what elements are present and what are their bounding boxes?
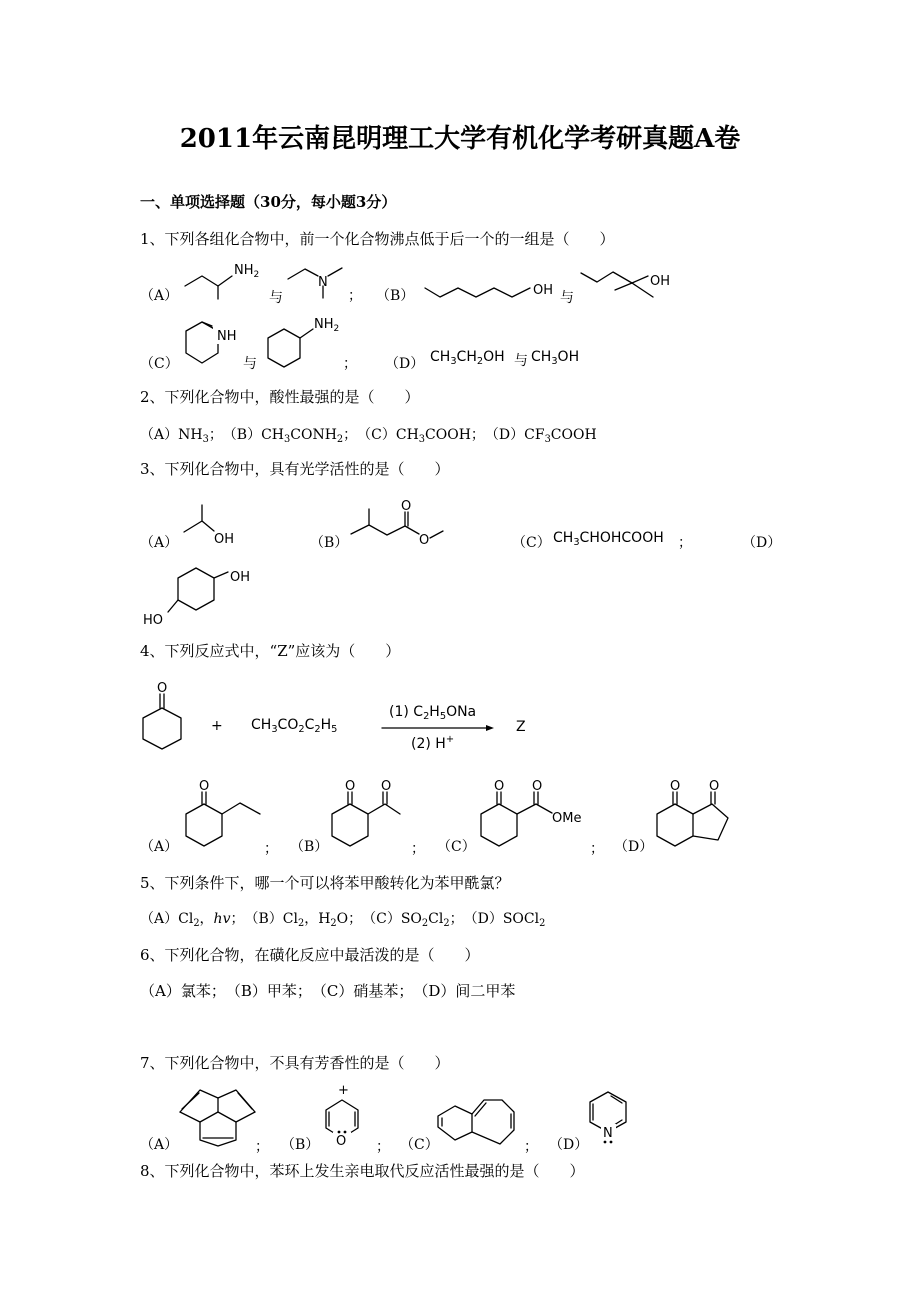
q1-a-separator: ； [348,288,362,304]
q7-d-n-label: N [603,1126,613,1141]
q4-option-a-label: （A） [140,839,179,855]
question-5-stem: 5、下列条件下，哪一个可以将苯甲酸转化为苯甲酰氯？ [140,874,510,892]
q1-d-connector: 与 [514,353,528,369]
q1-c-connector: 与 [243,356,257,372]
q2-options: $(A)NH_3$； $(B)CH_3CONH_2$； $(C)CH_3COOH$； $(D)CF_3COOH$ [140,427,597,445]
q7-b-structure [326,1083,358,1149]
q1-option-c-label: （C） [140,356,179,372]
q3-option-d-label: （D） [742,535,782,551]
q4-a-separator: ； [264,841,278,857]
question-8-stem: 8、下列化合物中，苯环上发生亲电取代反应活性最强的是（ ） [140,1162,585,1180]
q4-c-o-label: O [494,779,505,794]
q3-d-ho-label: HO [143,613,164,628]
q1-b-oh2-label: OH [650,274,671,289]
q1-a-sec-butylamine [185,263,259,299]
question-6-stem: 6、下列化合物，在磺化反应中最活泼的是（ ） [140,946,480,964]
section-heading: 一、单项选择题（30分，每小题3分） [140,193,397,211]
q7-option-c-label: （C） [400,1137,439,1153]
q4-option-c-label: （C） [437,839,476,855]
q1-c-nh2-label: $NH_2$ [314,317,340,334]
q1-option-a-label: （A） [140,288,179,304]
q4-ketone-o-label: O [157,681,168,696]
q7-option-d-label: （D） [549,1137,589,1153]
q3-a-isopropanol [184,505,234,547]
q1-option-b-label: （B） [376,288,415,304]
q4-c-ome-label: OMe [552,811,582,826]
q6-options: （A）氯苯； （B）甲苯； （C）硝基苯； （D）间二甲苯 [140,982,516,1000]
q7-option-b-label: （B） [281,1137,320,1153]
q1-b-oh-label: OH [533,283,554,298]
q4-condition-2: (2) H+ [411,734,455,752]
q7-a-structure [180,1090,255,1146]
q3-option-a-label: （A） [140,535,179,551]
q1-c-separator: ； [343,356,357,372]
q4-b-separator: ； [411,841,425,857]
q4-condition-1: (1) $C_2H_5ONa$ [389,704,477,722]
q4-option-b-label: （B） [290,839,329,855]
q3-c-formula: $CH_3CHOHCOOH$ [553,530,664,548]
q4-a-structure [186,779,260,846]
q7-c-azulene [438,1100,514,1144]
q7-b-o-label: O [336,1134,347,1149]
q1-b-connector: 与 [560,290,574,306]
q7-b-plus-label: + [338,1083,349,1098]
q1-d-formula-1: $CH_3CH_2OH$ [430,349,505,367]
q1-a-n-label: N [318,275,328,290]
q7-d-pyridine [590,1092,626,1143]
q1-option-d-label: （D） [385,356,425,372]
q4-reagent: $CH_3CO_2C_2H_5$ [251,717,338,735]
q1-c-cyclohexylamine [268,317,339,367]
question-4-stem: 4、下列反应式中，“Z”应该为（ ） [140,642,401,660]
q1-a-dimethylethylamine [288,268,342,298]
q1-b-methylpentanol [581,272,670,297]
q4-cyclohexanone [143,681,181,749]
q7-c-separator: ； [524,1139,538,1155]
q3-d-oh-label: OH [230,570,251,585]
q4-reaction-arrow [382,725,494,731]
q4-product: Z [516,719,526,735]
q5-options: $(A)Cl_2$，hv； $(B)Cl_2$，$H_2O$； $(C)SO_2Cl_2$； （D）SOCl$_2$ [140,911,546,929]
q4-c-o2-label: O [532,779,543,794]
q3-a-oh-label: OH [214,532,235,547]
q4-c-separator: ； [590,841,604,857]
q3-b-o-label: O [401,499,412,514]
q1-a-nh2-label: $NH_2$ [234,263,260,280]
q4-c-structure [481,779,581,846]
q3-c-separator: ； [678,535,692,551]
q1-a-connector: 与 [269,290,283,306]
q7-b-separator: ； [376,1139,390,1155]
q3-b-methyl-isovalerate [351,499,443,548]
q7-a-separator: ； [255,1139,269,1155]
q1-c-nh-label: NH [217,329,237,344]
q4-plus: + [211,718,223,734]
q4-b-structure [332,779,400,846]
q1-d-formula-2: $CH_3OH$ [531,349,580,367]
q1-b-hexanol [425,283,553,298]
q3-option-b-label: （B） [310,535,349,551]
q7-option-a-label: （A） [140,1137,179,1153]
q4-d-o-label: O [670,779,681,794]
q3-option-c-label: （C） [512,535,551,551]
q4-d-structure [657,779,728,846]
q4-b-o2-label: O [381,779,392,794]
question-3-stem: 3、下列化合物中，具有光学活性的是（ ） [140,460,450,478]
question-1-stem: 1、下列各组化合物中，前一个化合物沸点低于后一个的一组是（ ） [140,230,615,248]
q3-d-cyclohexanediol [143,568,250,628]
question-2-stem: 2、下列化合物中，酸性最强的是（ ） [140,388,420,406]
question-7-stem: 7、下列化合物中，不具有芳香性的是（ ） [140,1054,450,1072]
page-title: 2011年云南昆明理工大学有机化学考研真题A卷 [179,124,741,154]
q4-option-d-label: （D） [614,839,654,855]
q4-a-o-label: O [199,779,210,794]
q1-c-piperidine [186,322,241,363]
q4-d-o2-label: O [709,779,720,794]
q4-b-o-label: O [345,779,356,794]
q3-b-ester-o-label: O [419,533,430,548]
